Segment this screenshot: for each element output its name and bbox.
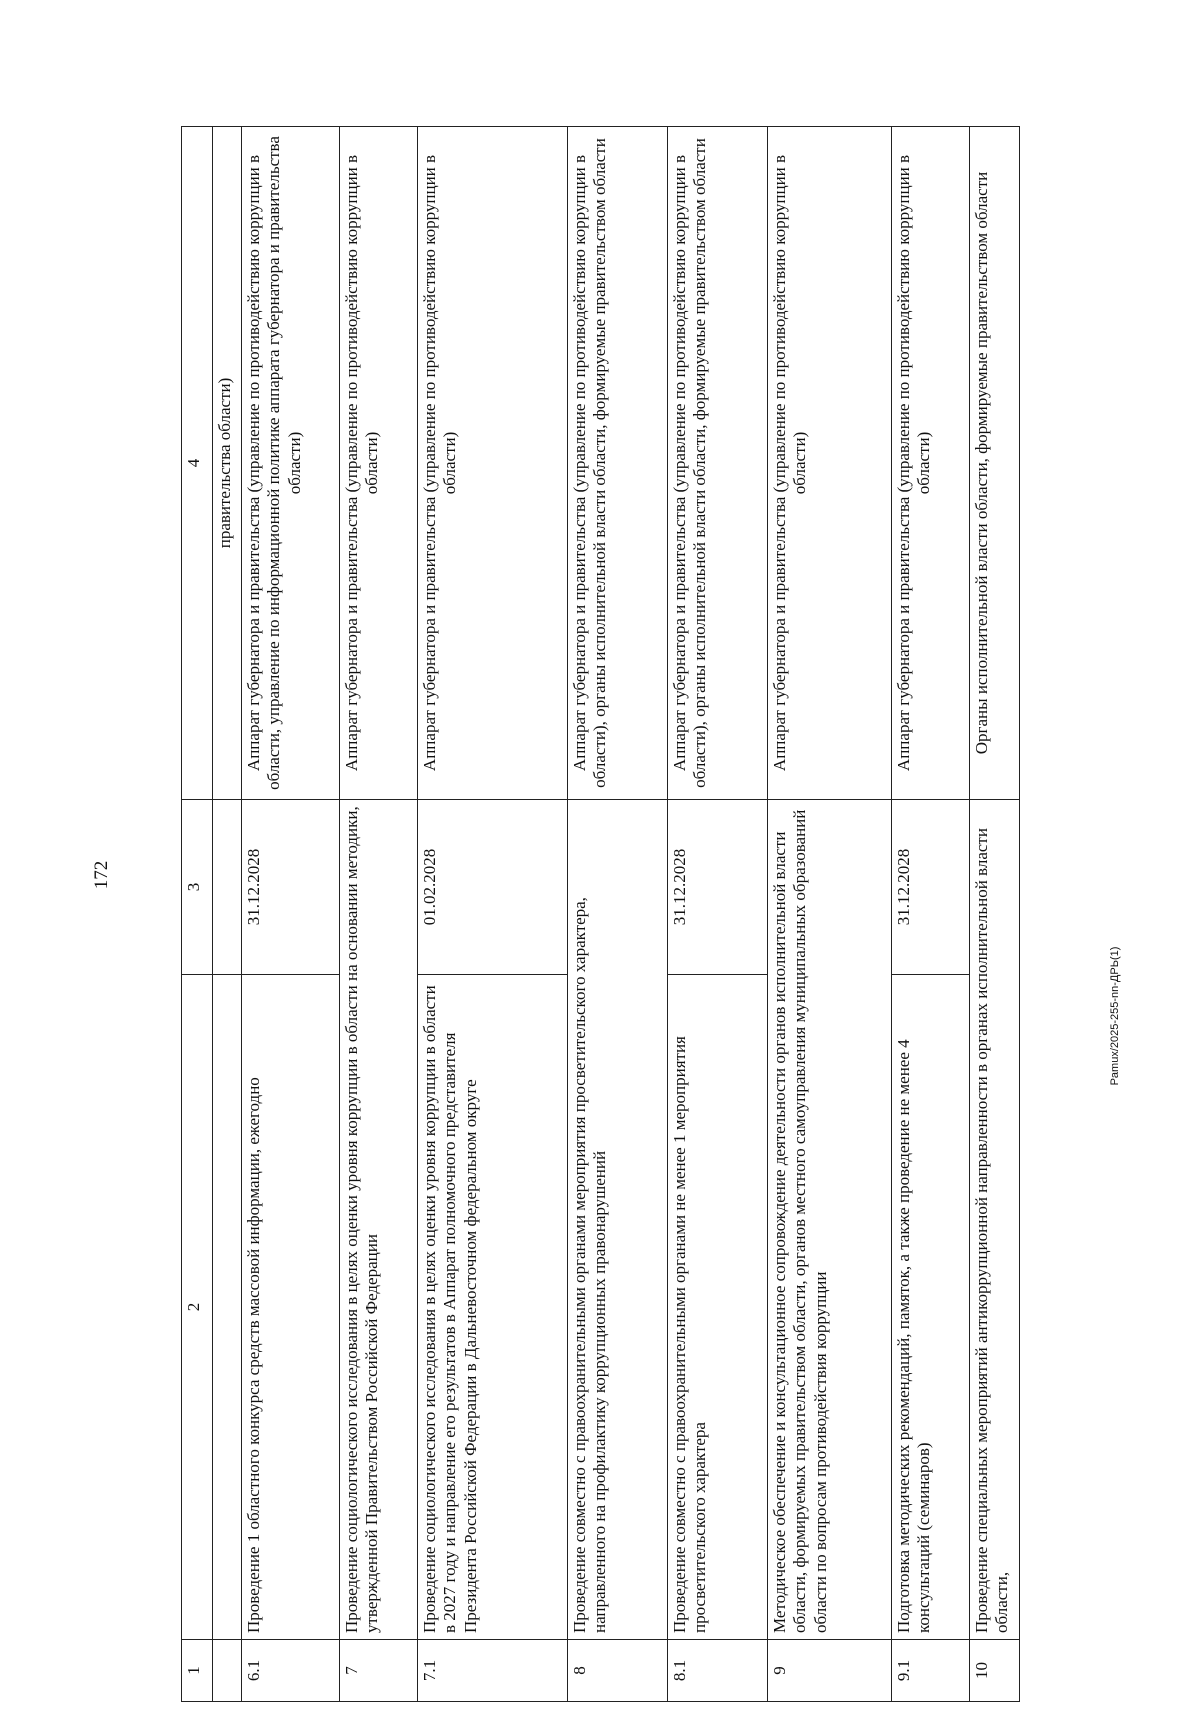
table-row [340,127,418,1702]
continuation-row [213,127,242,1702]
table-row [568,127,668,1702]
activity-text: Проведение совместно с правоохранительными органами мероприятия просветительского характера, направленного на профилактику коррупционных правонарушений [568,800,668,1640]
responsible-text: Аппарат губернатора и правительства (управление по противодействию коррупции в области) [418,127,568,800]
header-col-2: 2 [182,975,213,1640]
activity-text: Проведение совместно с правоохранительными органами не менее 1 мероприятия просветительского характера [668,975,768,1640]
activity-text: Проведение специальных мероприятий антикоррупционной направленности в органах исполнительной власти области, [970,800,1020,1640]
responsible-text: Аппарат губернатора и правительства (управление по противодействию коррупции в области) [892,127,970,800]
header-col-3: 3 [182,800,213,975]
table-row [418,127,568,1702]
page-number: 172 [91,860,112,890]
row-number: 8 [568,1640,668,1702]
deadline: 31.12.2028 [892,800,970,975]
responsible-text: Аппарат губернатора и правительства (управление по противодействию коррупции в области) [340,127,418,800]
responsible-text: Аппарат губернатора и правительства (управление по противодействию коррупции в области), органы исполнительной власти области, формируемые правительством области [668,127,768,800]
row-number: 6.1 [242,1640,340,1702]
row-number: 9.1 [892,1640,970,1702]
table-row [970,127,1020,1702]
row-number: 9 [768,1640,892,1702]
table-row [668,127,768,1702]
row-number: 7.1 [418,1640,568,1702]
header-col-1: 1 [182,1640,213,1702]
activity-text: Проведение 1 областного конкурса средств массовой информации, ежегодно [242,975,340,1640]
rotated-page [181,127,1091,1702]
table-row [768,127,892,1702]
activity-table [181,126,1020,1702]
responsible-text: Аппарат губернатора и правительства (управление по противодействию коррупции в области), органы исполнительной власти области, формируемые правительством области [568,127,668,800]
responsible-text: Аппарат губернатора и правительства (управление по противодействию коррупции в области, управление по информационной политике аппарата губернатора и правительства области) [242,127,340,800]
activity-text: Подготовка методических рекомендаций, памяток, а также проведение не менее 4 консультаций (семинаров) [892,975,970,1640]
responsible-text: Органы исполнительной власти области, формируемые правительством области [970,127,1020,800]
table-row [892,127,970,1702]
responsible-text: Аппарат губернатора и правительства (управление по противодействию коррупции в области) [768,127,892,800]
activity-text: Методическое обеспечение и консультационное сопровождение деятельности органов исполнительной власти области, формируемых правительством области, органов местного самоуправления муниципальных образований области по вопросам противодействия коррупции [768,800,892,1640]
table-row [242,127,340,1702]
document-code: Pamux/2025-255-nn-ДРЬ(1) [1109,946,1121,1086]
header-row [182,127,213,1702]
header-col-4: 4 [182,127,213,800]
continuation-text: правительства области) [213,127,242,800]
deadline: 31.12.2028 [668,800,768,975]
activity-text: Проведение социологического исследования в целях оценки уровня коррупции в области на основании методики, утвержденной Правительством Российской Федерации [340,800,418,1640]
deadline: 01.02.2028 [418,800,568,975]
deadline: 31.12.2028 [242,800,340,975]
row-number: 10 [970,1640,1020,1702]
activity-text: Проведение социологического исследования в целях оценки уровня коррупции в области в 2027 году и направление его результатов в Аппарат полномочного представителя Президента Российской Федерации в Дальневосточном федеральном округе [418,975,568,1640]
row-number: 8.1 [668,1640,768,1702]
row-number: 7 [340,1640,418,1702]
